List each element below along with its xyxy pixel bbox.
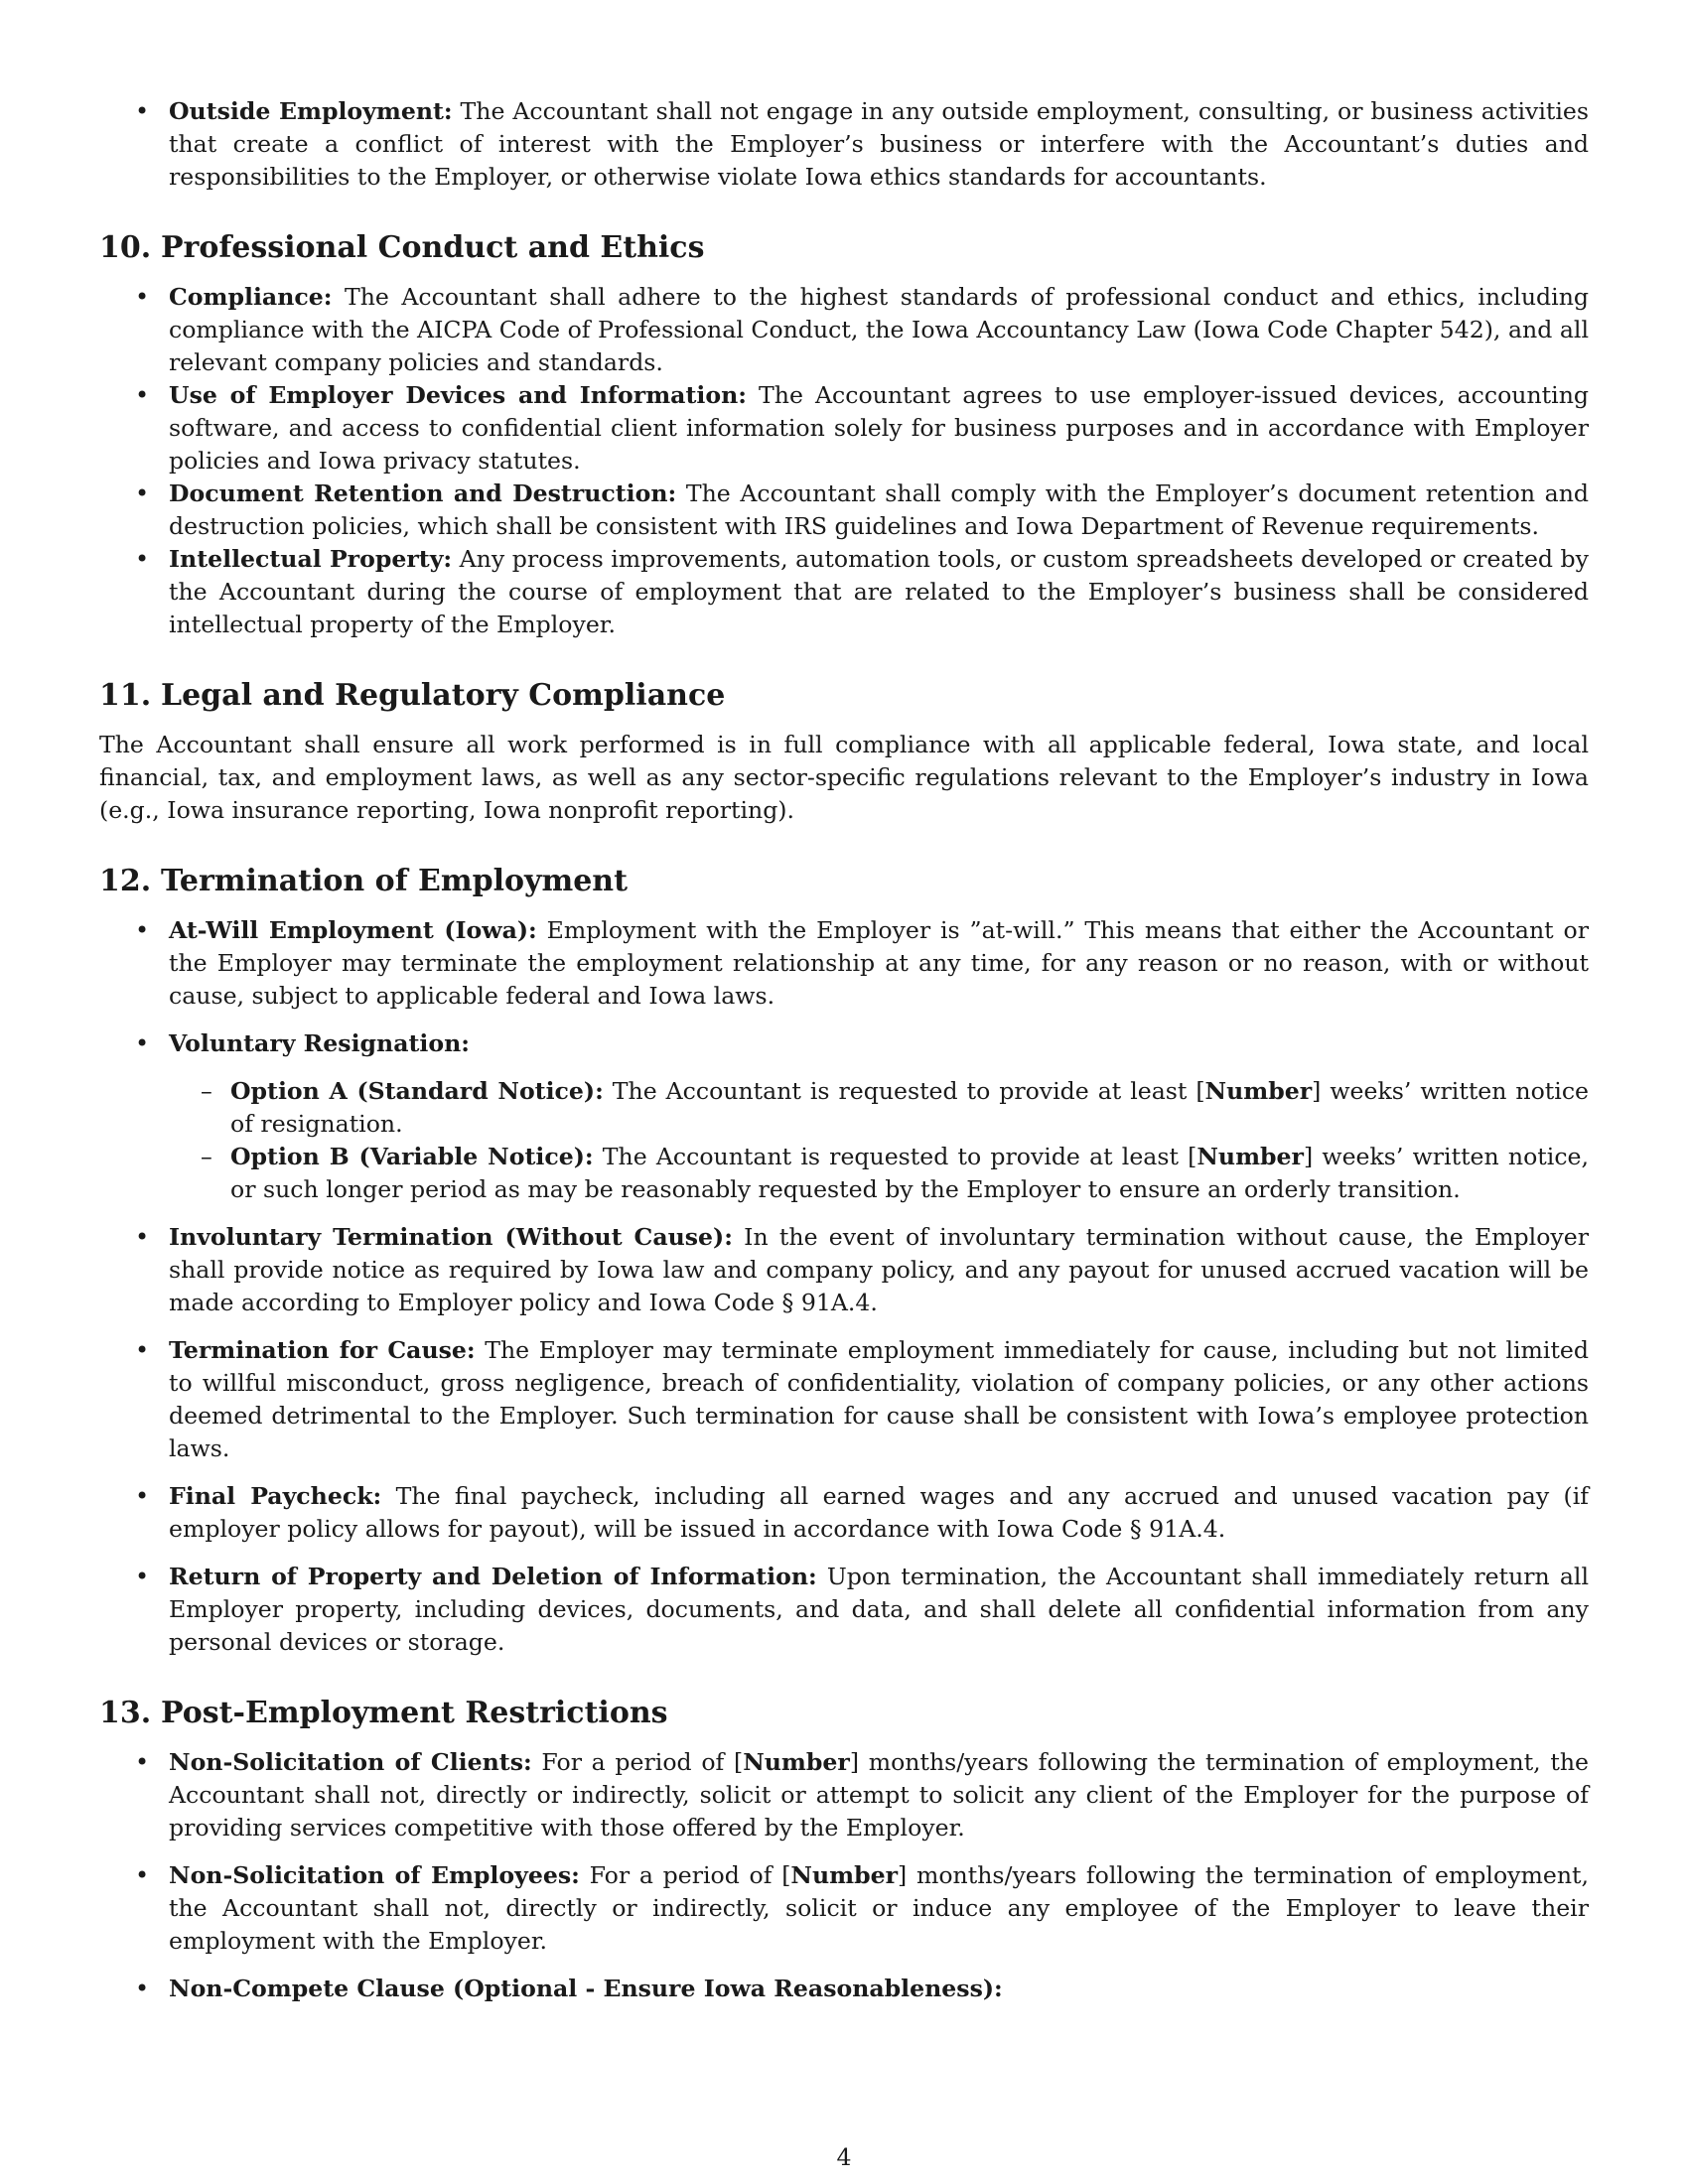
item-label: Return of Property and Deletion of Information: xyxy=(169,1563,817,1590)
item-label: Compliance: xyxy=(169,283,333,311)
section-title: Termination of Employment xyxy=(161,864,628,898)
item-text: Any process improvements, automation tools, or custom spreadsheets developed or created by the Accountant during the course of employment that are related to the Employer’s business shall be considered intellectual property of the Employer. xyxy=(169,545,1589,638)
item-label: Option A (Standard Notice): xyxy=(230,1077,604,1105)
item-label: Involuntary Termination (Without Cause): xyxy=(169,1223,733,1251)
item-text: In the event of involuntary termination without cause, the Employer shall provide notice as required by Iowa law and company policy, and any payout for unused accrued vacation will be made according to Employer policy and Iowa Code § 91A.4. xyxy=(169,1223,1589,1316)
item-text: ] months/years following the termination of employment, the Accountant shall not, directly or indirectly, solicit or induce any employee of the Employer to leave their employment with the Employer. xyxy=(169,1861,1590,1955)
item-text: The Accountant shall comply with the Employer’s document retention and destruction policies, which shall be consistent with IRS guidelines and Iowa Department of Revenue requirements. xyxy=(169,479,1590,540)
list-item xyxy=(99,95,1589,194)
item-text: ] months/years following the termination of employment, the Accountant shall not, directly or indirectly, solicit or attempt to solicit any client of the Employer for the purpose of providing services competitive with those offered by the Employer. xyxy=(169,1748,1590,1842)
page-number: 4 xyxy=(836,2143,852,2171)
list-item xyxy=(99,1480,1589,1546)
item-text: The Accountant is requested to provide at least [ xyxy=(602,1143,1197,1170)
section-12-heading xyxy=(99,862,1589,901)
resignation-options-list xyxy=(169,1075,1589,1206)
item-label: Non-Solicitation of Employees: xyxy=(169,1861,580,1889)
placeholder-number: Number xyxy=(1196,1143,1304,1170)
item-label: Final Paycheck: xyxy=(169,1482,382,1510)
item-text: Employment with the Employer is ”at-will.” This means that either the Accountant or the Employer may terminate the employment relationship at any time, for any reason or no reason, with or without cause, subject to applicable federal and Iowa laws. xyxy=(169,916,1589,1010)
item-label: Document Retention and Destruction: xyxy=(169,479,677,507)
section-13-list xyxy=(99,1746,1589,2005)
section-title: Post-Employment Restrictions xyxy=(161,1696,668,1730)
placeholder-number: Number xyxy=(1204,1077,1313,1105)
item-text: The Employer may terminate employment immediately for cause, including but not limited to willful misconduct, gross negligence, breach of confidentiality, violation of company policies, or any other actions deemed detrimental to the Employer. Such termination for cause shall be consistent with Iowa’s employee protection laws. xyxy=(169,1336,1589,1462)
list-item xyxy=(99,1221,1589,1319)
placeholder-number: Number xyxy=(743,1748,850,1776)
section-number: 12. xyxy=(99,864,152,898)
list-item xyxy=(99,1746,1589,1844)
item-label: Outside Employment: xyxy=(169,97,453,125)
item-label: At-Will Employment (Iowa): xyxy=(169,916,537,944)
sub-list-item xyxy=(169,1141,1589,1206)
item-text: The Accountant agrees to use employer-issued devices, accounting software, and access to confidential client information solely for business purposes and in accordance with Employer policies and Iowa privacy statutes. xyxy=(169,381,1590,475)
section-11-heading xyxy=(99,676,1589,716)
list-item xyxy=(99,379,1589,478)
item-text: ] weeks’ written notice of resignation. xyxy=(230,1077,1590,1138)
item-label: Non-Compete Clause (Optional - Ensure Iowa Reasonableness): xyxy=(169,1975,1003,2002)
section-10-list xyxy=(99,281,1589,641)
section-11-paragraph: The Accountant shall ensure all work performed is in full compliance with all applicable federal, Iowa state, and local financial, tax, and employment laws, as well as any sector-specific regulations relevant to the Employer’s industry in Iowa (e.g., Iowa insurance reporting, Iowa nonprofit reporting). xyxy=(99,731,1589,824)
list-item xyxy=(99,1973,1589,2005)
item-label: Termination for Cause: xyxy=(169,1336,476,1364)
list-item xyxy=(99,478,1589,543)
section-10-heading xyxy=(99,228,1589,268)
document-page xyxy=(99,95,1589,2005)
list-item xyxy=(99,281,1589,379)
list-item xyxy=(99,1334,1589,1465)
section-title: Legal and Regulatory Compliance xyxy=(161,678,726,713)
item-text: The Accountant is requested to provide at least [ xyxy=(612,1077,1205,1105)
item-text: For a period of [ xyxy=(541,1748,744,1776)
section-title: Professional Conduct and Ethics xyxy=(161,230,705,265)
list-item xyxy=(99,1561,1589,1659)
item-label: Voluntary Resignation: xyxy=(169,1029,470,1057)
item-label: Intellectual Property: xyxy=(169,545,453,573)
section-number: 13. xyxy=(99,1696,152,1730)
section-12-list xyxy=(99,914,1589,1659)
section-number: 11. xyxy=(99,678,152,713)
item-text: ] weeks’ written notice, or such longer period as may be reasonably requested by the Employer to ensure an orderly transition. xyxy=(230,1143,1590,1203)
item-text: For a period of [ xyxy=(589,1861,791,1889)
list-item xyxy=(99,543,1589,641)
item-label: Non-Solicitation of Clients: xyxy=(169,1748,532,1776)
section-13-heading xyxy=(99,1694,1589,1733)
item-label: Option B (Variable Notice): xyxy=(230,1143,594,1170)
section-number: 10. xyxy=(99,230,152,265)
outside-employment-list xyxy=(99,95,1589,194)
item-text: The final paycheck, including all earned wages and any accrued and unused vacation pay (if employer policy allows for payout), will be issued in accordance with Iowa Code § 91A.4. xyxy=(169,1482,1590,1543)
list-item xyxy=(99,1859,1589,1958)
list-item xyxy=(99,914,1589,1013)
placeholder-number: Number xyxy=(790,1861,899,1889)
item-text: The Accountant shall adhere to the highest standards of professional conduct and ethics, including compliance with the AICPA Code of Professional Conduct, the Iowa Accountancy Law (Iowa Code Chapter 542), and all relevant company policies and standards. xyxy=(169,283,1589,376)
item-label: Use of Employer Devices and Information: xyxy=(169,381,747,409)
sub-list-item xyxy=(169,1075,1589,1141)
list-item xyxy=(99,1027,1589,1206)
item-text: The Accountant shall not engage in any outside employment, consulting, or business activities that create a conflict of interest with the Employer’s business or interfere with the Accountant’s duties and responsibilities to the Employer, or otherwise violate Iowa ethics standards for accountants. xyxy=(169,97,1589,191)
item-text: Upon termination, the Accountant shall immediately return all Employer property, including devices, documents, and data, and shall delete all confidential information from any personal devices or storage. xyxy=(169,1563,1589,1656)
